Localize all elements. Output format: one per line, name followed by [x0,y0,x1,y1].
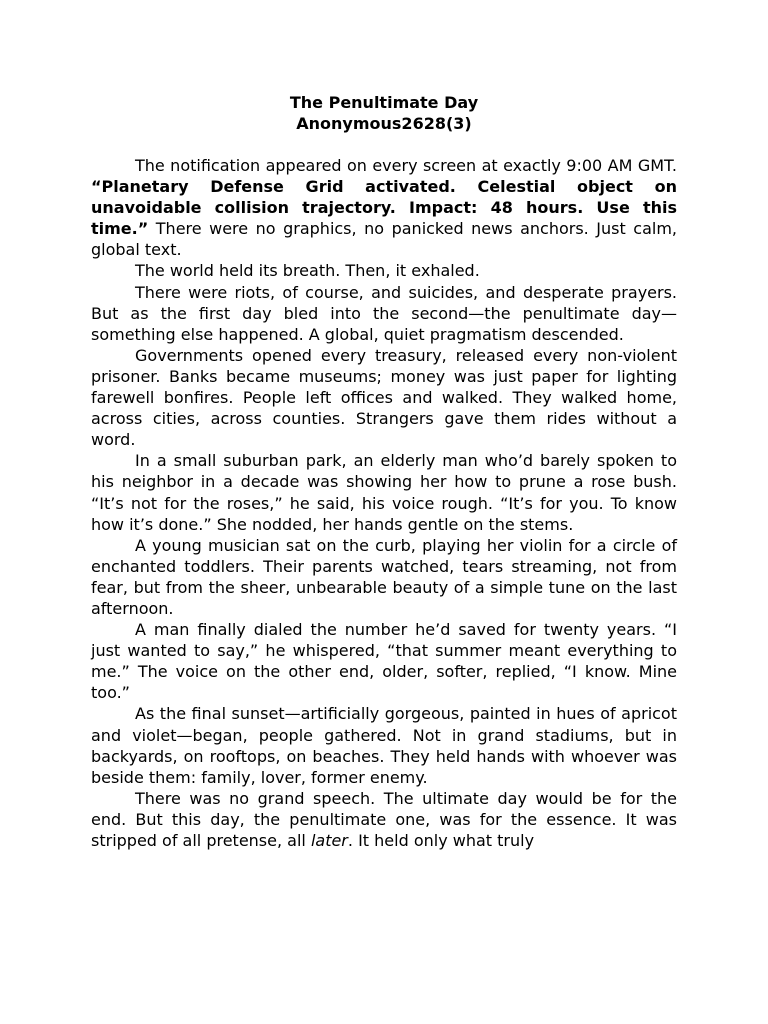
paragraph-text: . It held only what truly [347,831,535,850]
paragraph-text: There was no grand speech. The ultimate day would be for the end. But this day, the penultimate one, was for the essence. It was stripped of all pretense, all [91,788,677,850]
paragraph: There were riots, of course, and suicides, and desperate prayers. But as the first day bled into the second—the penultimate day—something else happened. A global, quiet pragmatism descended. [91,282,677,344]
document-title: The Penultimate Day [289,93,479,112]
paragraph: As the final sunset—artificially gorgeous, painted in hues of apricot and violet—began, people gathered. Not in grand stadiums, but in backyards, on rooftops, on beaches. They held hands with whoever was beside them: family, lover, former enemy. [91,704,677,787]
paragraph [91,155,677,260]
title-block [91,92,677,134]
paragraph: A young musician sat on the curb, playing her violin for a circle of enchanted toddlers. Their parents watched, tears streaming, not from fear, but from the sheer, unbearable beauty of a simple tune on the last afternoon. [91,535,677,618]
paragraph: The world held its breath. Then, it exhaled. [135,261,480,281]
notification-quote: “Planetary Defense Grid activated. Celestial object on unavoidable collision trajectory. Impact: 48 hours. Use this time.” [91,177,677,239]
paragraph: Governments opened every treasury, released every non-violent prisoner. Banks became museums; money was just paper for lighting farewell bonfires. People left offices and walked. They walked home, across cities, across counties. Strangers gave them rides without a word. [91,345,677,450]
paragraph: A man finally dialed the number he’d saved for twenty years. “I just wanted to say,” he whispered, “that summer meant everything to me.” The voice on the other end, older, softer, replied, “I know. Mine too.” [91,620,677,703]
paragraph-text: The notification appeared on every screen at exactly 9:00 AM GMT. [135,156,677,175]
paragraph-text: There were no graphics, no panicked news anchors. Just calm, global text. [91,219,677,260]
document-author: Anonymous2628(3) [296,114,472,133]
document-page [91,92,677,851]
paragraph [91,788,677,851]
emphasis-word: later [310,831,348,850]
story-body [91,155,677,851]
paragraph: In a small suburban park, an elderly man who’d barely spoken to his neighbor in a decade was showing her how to prune a rose bush. “It’s not for the roses,” he said, his voice rough. “It’s for you. To know how it’s done.” She nodded, her hands gentle on the stems. [91,451,677,534]
